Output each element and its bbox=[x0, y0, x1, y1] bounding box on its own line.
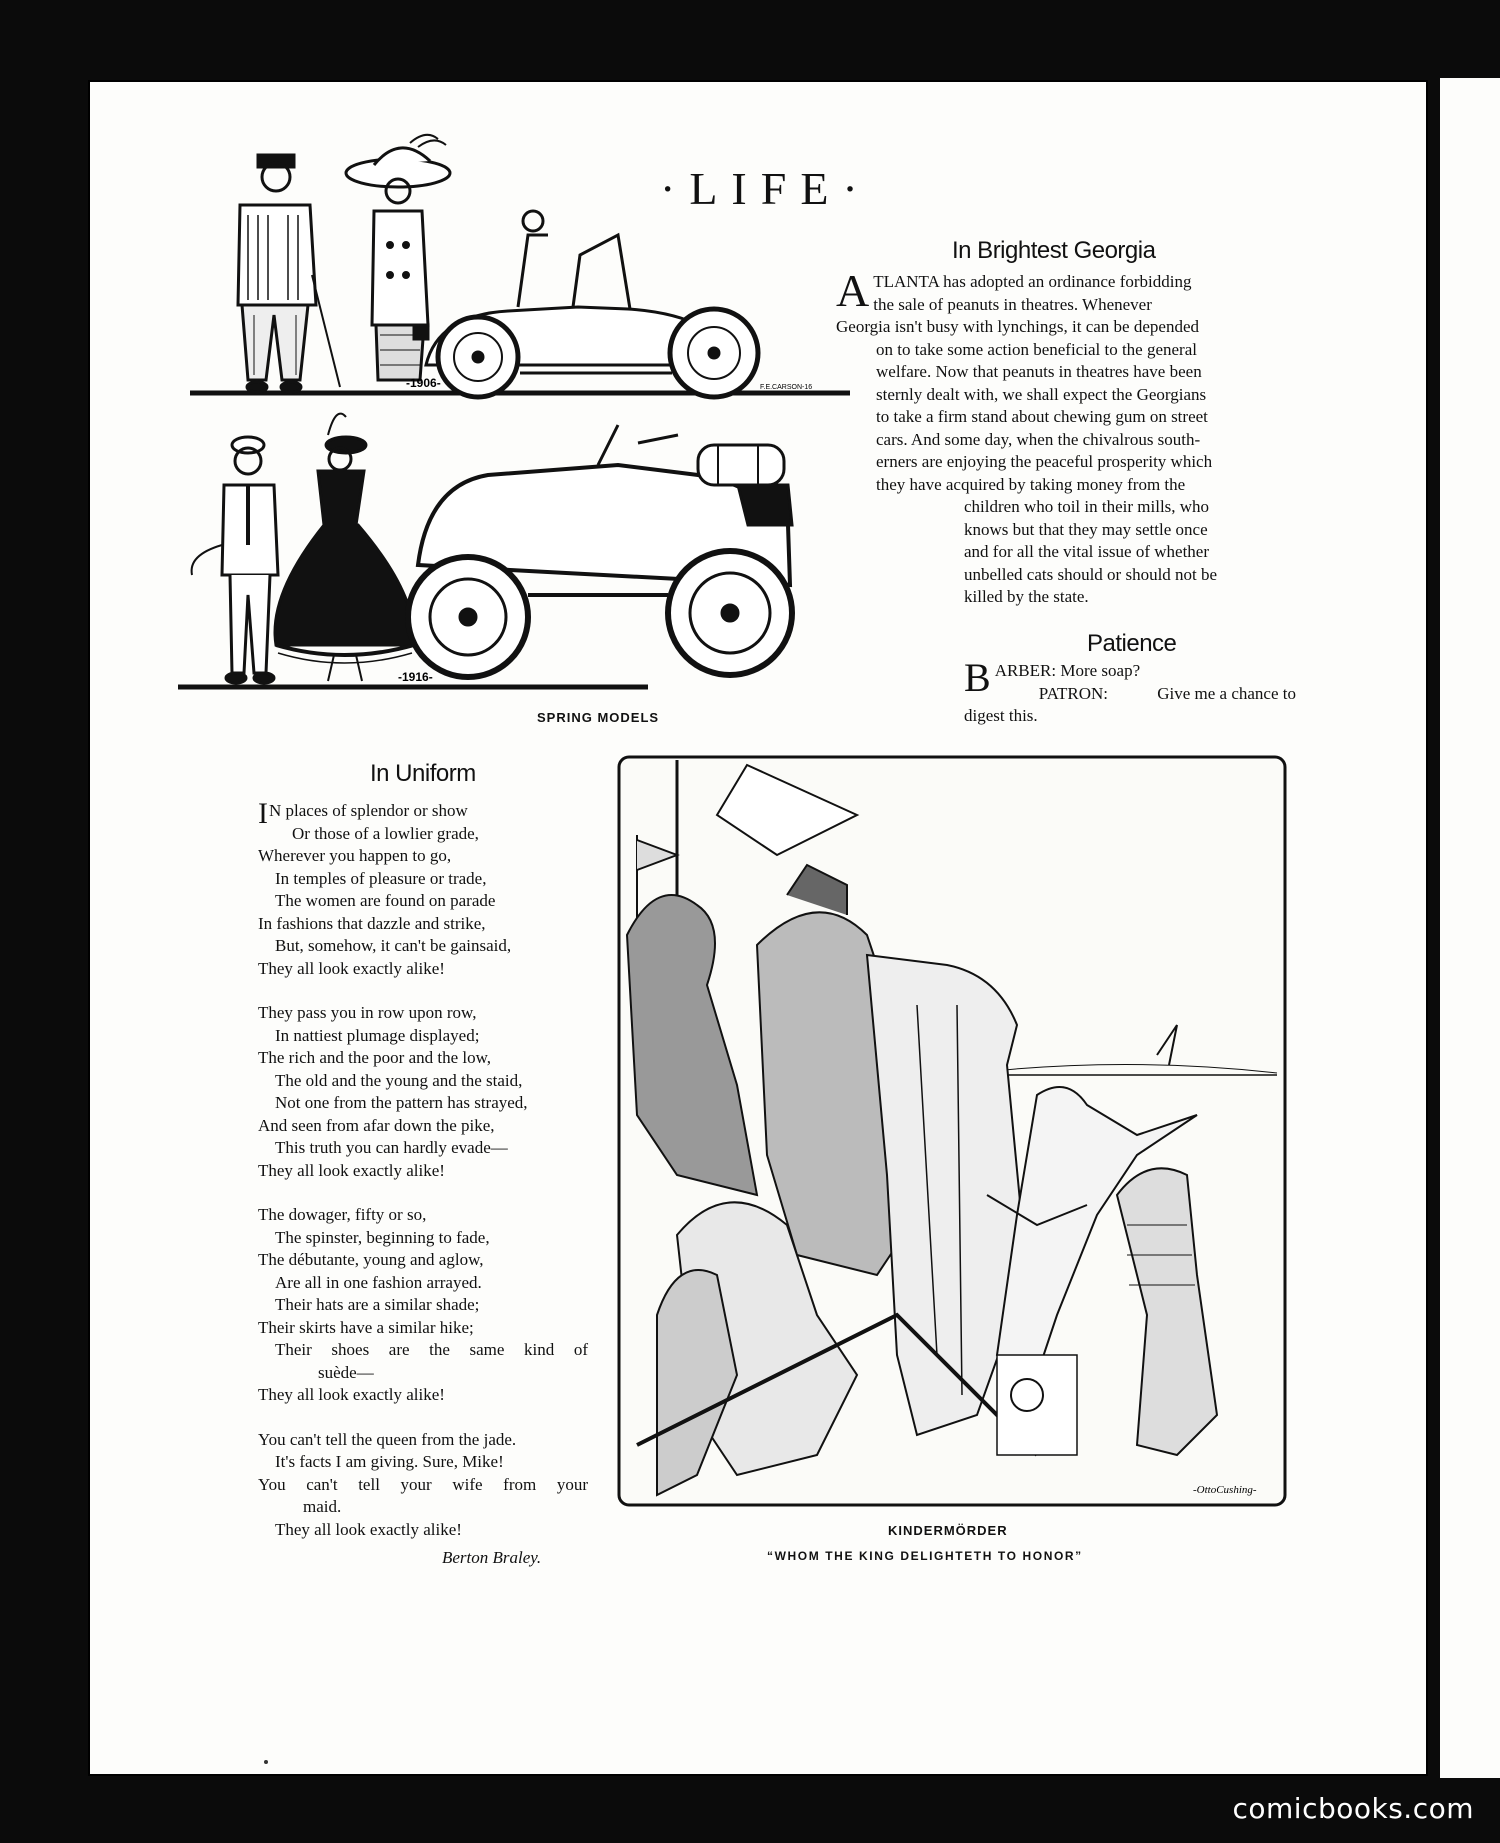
site-watermark: comicbooks.com bbox=[1232, 1792, 1474, 1825]
patience-drop-cap: B bbox=[964, 655, 991, 700]
poem-stanza bbox=[258, 1204, 588, 1407]
poem-drop-cap: I bbox=[258, 797, 268, 830]
poem-stanza bbox=[258, 1429, 588, 1542]
poem-line: In fashions that dazzle and strike, bbox=[258, 913, 486, 933]
year-1916-label: -1916- bbox=[398, 670, 433, 684]
poem-line: The old and the young and the staid, bbox=[275, 1070, 523, 1090]
poem-line: They all look exactly alike! bbox=[275, 1519, 462, 1539]
poem-line: It's facts I am giving. Sure, Mike! bbox=[275, 1452, 504, 1471]
georgia-line: unbelled cats should or should not be bbox=[964, 564, 1218, 584]
poem-line: They pass you in row upon row, bbox=[258, 1003, 477, 1022]
poem-line: The dowager, fifty or so, bbox=[258, 1205, 427, 1224]
masthead: ·LIFE· bbox=[660, 163, 872, 214]
georgia-line: children who toil in their mills, who bbox=[964, 497, 1210, 516]
kindermorder-illustration bbox=[617, 755, 1287, 1507]
facing-page-edge bbox=[1440, 78, 1500, 1778]
poem-line: They all look exactly alike! bbox=[258, 958, 445, 978]
georgia-line: killed by the state. bbox=[964, 587, 1089, 606]
georgia-line: knows but that they may settle once bbox=[964, 519, 1208, 539]
poem-line: The débutante, young and aglow, bbox=[258, 1250, 484, 1269]
georgia-line: erners are enjoying the peaceful prosperity which bbox=[876, 452, 1213, 471]
georgia-line: welfare. Now that peanuts in theatres have been bbox=[876, 362, 1202, 381]
poem-line: In temples of pleasure or trade, bbox=[275, 868, 487, 888]
poem-stanza bbox=[258, 1002, 588, 1182]
georgia-drop-cap: A bbox=[836, 265, 870, 316]
poem-line: maid. bbox=[303, 1497, 342, 1516]
patience-line-3: digest this. bbox=[964, 706, 1038, 725]
poem-line: Not one from the pattern has strayed, bbox=[275, 1093, 528, 1112]
poem-line: Their skirts have a similar hike; bbox=[258, 1317, 474, 1337]
poem-in-uniform bbox=[258, 797, 588, 1563]
georgia-line: cars. And some day, when the chivalrous south- bbox=[876, 429, 1201, 449]
poem-line: Their shoes are the same kind of bbox=[275, 1340, 588, 1359]
georgia-line: they have acquired by taking money from the bbox=[876, 474, 1186, 494]
poem-line: Or those of a lowlier grade, bbox=[292, 823, 479, 843]
poem-line: You can't tell your wife from your bbox=[258, 1474, 588, 1494]
poem-title: In Uniform bbox=[370, 760, 476, 787]
year-1906-label: -1906- bbox=[406, 376, 441, 390]
poem-line: The rich and the poor and the low, bbox=[258, 1048, 492, 1067]
poem-line: In nattiest plumage displayed; bbox=[275, 1025, 480, 1045]
kindermorder-subtitle: “WHOM THE KING DELIGHTETH TO HONOR” bbox=[767, 1549, 1083, 1563]
poem-line: This truth you can hardly evade— bbox=[275, 1138, 508, 1157]
georgia-line: and for all the vital issue of whether bbox=[964, 542, 1210, 561]
georgia-line: TLANTA has adopted an ordinance forbidding bbox=[873, 272, 1192, 291]
poem-line: The women are found on parade bbox=[275, 891, 496, 910]
patience-article bbox=[964, 655, 1296, 728]
poem-author: Berton Braley. bbox=[442, 1548, 542, 1567]
patience-line-1: ARBER: More soap? bbox=[994, 661, 1141, 680]
kindermorder-caption: KINDERMÖRDER bbox=[888, 1523, 1008, 1538]
spring-models-caption: SPRING MODELS bbox=[537, 710, 660, 725]
poem-line: They all look exactly alike! bbox=[258, 1385, 445, 1404]
georgia-line: sternly dealt with, we shall expect the Georgians bbox=[876, 384, 1207, 404]
patience-speaker: PATRON: bbox=[1038, 683, 1108, 703]
patience-line-2: Give me a chance to bbox=[1157, 683, 1296, 703]
spring-models-illustration bbox=[178, 125, 858, 705]
georgia-title: In Brightest Georgia bbox=[952, 237, 1156, 264]
page-speck bbox=[264, 1760, 268, 1764]
patience-title: Patience bbox=[1087, 630, 1177, 657]
georgia-line: on to take some action beneficial to the general bbox=[876, 339, 1197, 359]
georgia-line: the sale of peanuts in theatres. Whenever bbox=[873, 294, 1152, 314]
poem-line: Their hats are a similar shade; bbox=[275, 1295, 480, 1314]
poem-stanza bbox=[258, 797, 588, 980]
poem-line: And seen from afar down the pike, bbox=[258, 1115, 495, 1135]
poem-line: You can't tell the queen from the jade. bbox=[258, 1429, 517, 1449]
poem-line: The spinster, beginning to fade, bbox=[275, 1227, 490, 1247]
poem-line: Wherever you happen to go, bbox=[258, 846, 452, 865]
poem-line: suède— bbox=[318, 1362, 374, 1382]
georgia-article bbox=[836, 265, 1296, 609]
poem-line: Are all in one fashion arrayed. bbox=[275, 1272, 482, 1292]
carson-signature: F.E.CARSON-16 bbox=[760, 384, 813, 391]
poem-line: N places of splendor or show bbox=[269, 801, 468, 820]
poem-line: They all look exactly alike! bbox=[258, 1160, 445, 1180]
cushing-signature: -OttoCushing- bbox=[1193, 1484, 1257, 1496]
georgia-line: to take a firm stand about chewing gum on street bbox=[876, 407, 1208, 426]
georgia-line: Georgia isn't busy with lynchings, it can be depended bbox=[836, 317, 1199, 336]
poem-line: But, somehow, it can't be gainsaid, bbox=[275, 936, 512, 955]
